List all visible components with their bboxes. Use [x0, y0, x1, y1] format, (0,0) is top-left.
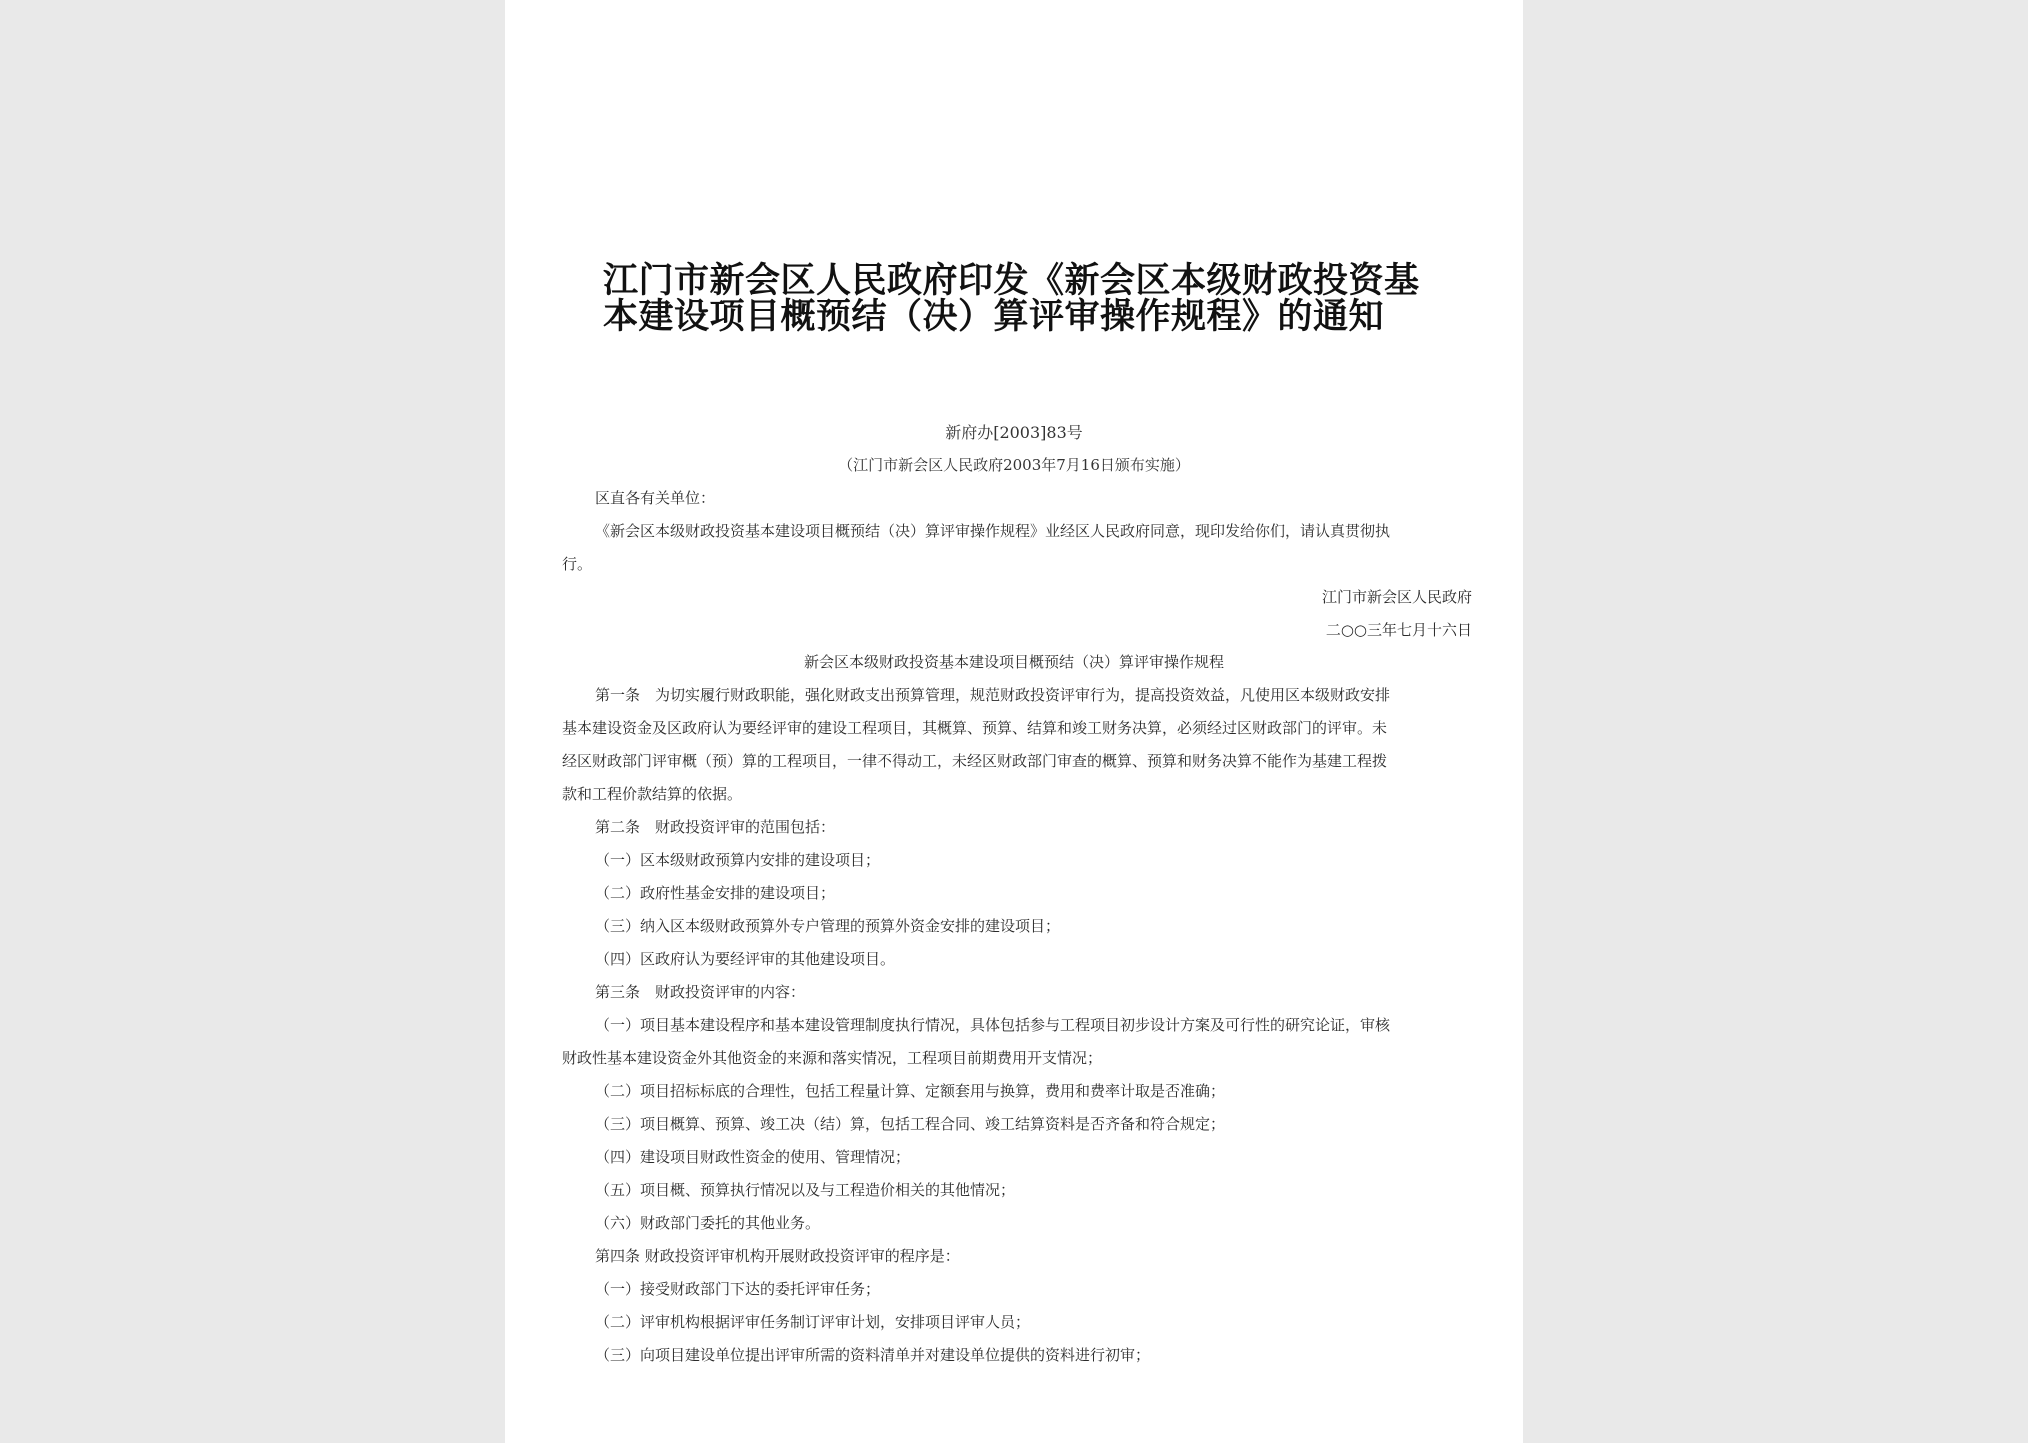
article-line: （四）区政府认为要经评审的其他建设项目。	[595, 950, 896, 968]
regulation-title: 新会区本级财政投资基本建设项目概预结（决）算评审操作规程	[803, 653, 1224, 671]
article-line: 第三条 财政投资评审的内容：	[595, 983, 806, 1001]
article-line: （三）项目概算、预算、竣工决（结）算，包括工程合同、竣工结算资料是否齐备和符合规定；	[595, 1115, 1226, 1133]
intro-paragraph-line-2: 行。	[562, 555, 593, 573]
article-line: 款和工程价款结算的依据。	[562, 785, 743, 803]
salutation: 区直各有关单位：	[595, 489, 716, 507]
document-page	[505, 0, 1523, 1443]
article-line: （六）财政部门委托的其他业务。	[595, 1214, 821, 1232]
document-number: 新府办[2003]83号	[945, 423, 1083, 442]
article-line: （二）评审机构根据评审任务制订评审计划，安排项目评审人员；	[595, 1313, 1031, 1331]
article-line: （三）纳入区本级财政预算外专户管理的预算外资金安排的建设项目；	[595, 917, 1061, 935]
article-line: （二）政府性基金安排的建设项目；	[595, 884, 836, 902]
article-line: 第一条 为切实履行财政职能，强化财政支出预算管理，规范财政投资评审行为，提高投资效益，凡使用区本级财政安排	[595, 686, 1391, 704]
article-line: （三）向项目建设单位提出评审所需的资料清单并对建设单位提供的资料进行初审；	[595, 1346, 1151, 1364]
article-line: （五）项目概、预算执行情况以及与工程造价相关的其他情况；	[595, 1181, 1016, 1199]
article-line: （一）接受财政部门下达的委托评审任务；	[595, 1280, 881, 1298]
intro-paragraph-line-1: 《新会区本级财政投资基本建设项目概预结（决）算评审操作规程》业经区人民政府同意，现印发给你们，请认真贯彻执	[595, 522, 1391, 540]
issue-note: （江门市新会区人民政府2003年7月16日颁布实施）	[838, 456, 1190, 474]
title-line-1: 江门市新会区人民政府印发《新会区本级财政投资基	[603, 260, 1420, 301]
article-line: 财政性基本建设资金外其他资金的来源和落实情况，工程项目前期费用开支情况；	[562, 1049, 1103, 1067]
sign-date: 二○○三年七月十六日	[1325, 621, 1472, 639]
article-line: （一）项目基本建设程序和基本建设管理制度执行情况，具体包括参与工程项目初步设计方案及可行性的研究论证，审核	[595, 1016, 1391, 1034]
article-line: 第四条 财政投资评审机构开展财政投资评审的程序是：	[595, 1247, 960, 1265]
title-line-2: 本建设项目概预结（决）算评审操作规程》的通知	[603, 296, 1385, 337]
article-line: 经区财政部门评审概（预）算的工程项目，一律不得动工，未经区财政部门审查的概算、预算和财务决算不能作为基建工程拨	[562, 752, 1388, 770]
article-line: （一）区本级财政预算内安排的建设项目；	[595, 851, 881, 869]
article-line: 第二条 财政投资评审的范围包括：	[595, 818, 836, 836]
article-line: （四）建设项目财政性资金的使用、管理情况；	[595, 1148, 911, 1166]
signatory: 江门市新会区人民政府	[1321, 588, 1472, 606]
article-line: 基本建设资金及区政府认为要经评审的建设工程项目，其概算、预算、结算和竣工财务决算，必须经过区财政部门的评审。未	[562, 719, 1388, 737]
document-title	[603, 260, 1473, 337]
article-line: （二）项目招标标底的合理性，包括工程量计算、定额套用与换算，费用和费率计取是否准确；	[595, 1082, 1226, 1100]
